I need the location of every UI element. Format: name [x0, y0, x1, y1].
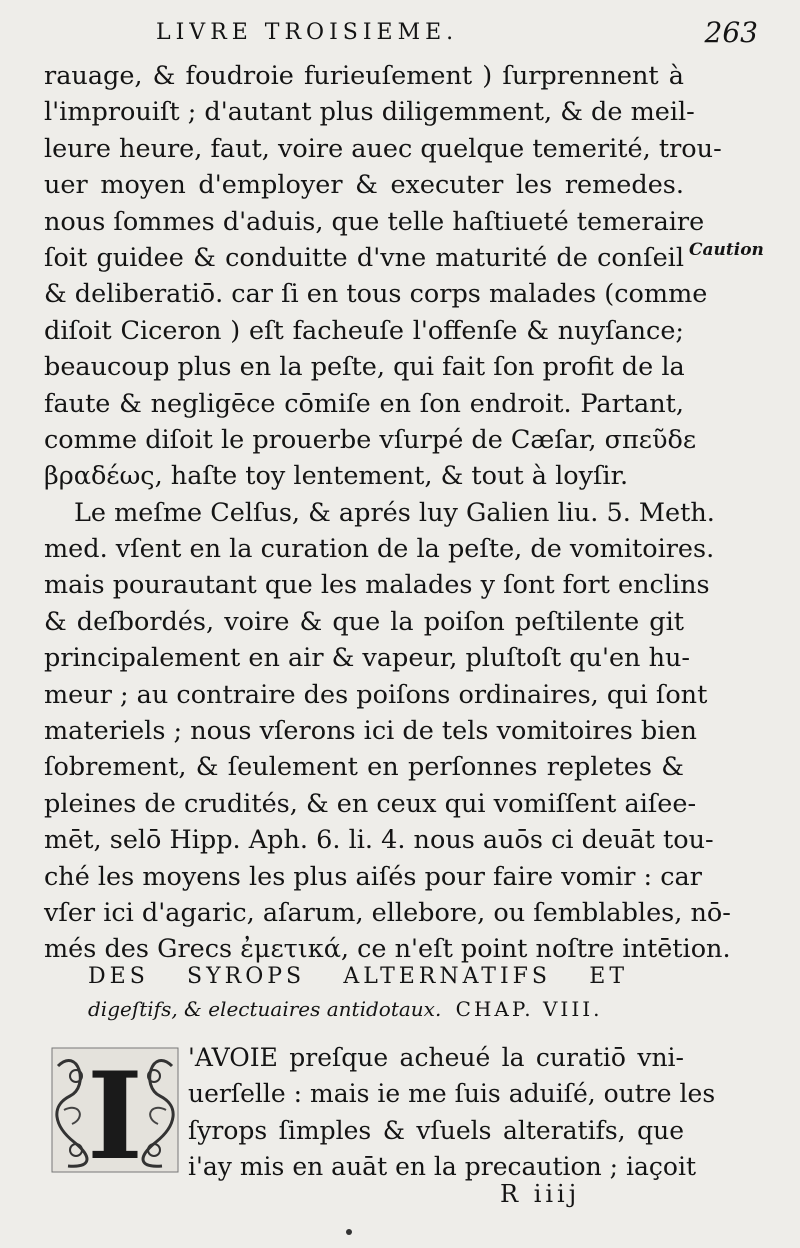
text-line: βραδέως, haſte toy lentement, & tout à loyſir.	[44, 461, 629, 492]
chapter-subtitle-text: digeſtifs, & electuaires antidotaux.	[88, 997, 442, 1021]
chapter-text-block	[188, 1040, 716, 1186]
text-line: beaucoup plus en la peſte, qui fait ſon profit de la	[44, 352, 685, 383]
text-line: 'AVOIE preſque acheué la curatiō vni-	[188, 1043, 684, 1072]
text-line: & deſbordés, voire & que la poiſon peſtilente git	[44, 606, 684, 637]
page-number: 263	[704, 16, 758, 49]
text-line: meur ; au contraire des poiſons ordinaires, qui ſont	[44, 679, 708, 710]
chapter-title: DES SYROPS ALTERNATIFS ET	[88, 964, 628, 989]
text-line: i'ay mis en auāt en la precaution ; iaçoit	[188, 1152, 697, 1182]
drop-cap-letter: I	[86, 1046, 144, 1174]
running-title: LIVRE TROISIEME.	[156, 20, 459, 45]
text-line: uer moyen d'employer & executer les remedes.	[44, 170, 684, 201]
text-line: ſobrement, & ſeulement en perſonnes repletes &	[44, 752, 684, 783]
page-header	[120, 14, 758, 50]
text-line: diſoit Ciceron ) eſt facheuſe l'offenſe & nuyſance;	[44, 315, 684, 346]
ornamental-initial	[50, 1046, 180, 1174]
ornament-icon	[50, 1046, 180, 1174]
text-line: mais pourautant que les malades y ſont fort enclins	[44, 570, 710, 601]
signature-mark: R iiij	[500, 1180, 581, 1208]
text-line: Le meſme Celſus, & aprés luy Galien liu. 5. Meth.	[74, 497, 715, 528]
chapter-heading	[88, 960, 628, 1024]
text-line: més des Grecs ἐμετικά, ce n'eſt point noſtre intētion.	[44, 934, 731, 965]
text-line: pleines de crudités, & en ceux qui vomiſſent aiſee-	[44, 788, 697, 819]
text-line: mēt, selō Hipp. Aph. 6. li. 4. nous auōs ci deuāt tou-	[44, 825, 714, 856]
text-line: ſyrops ſimples & vſuels alteratifs, que	[188, 1115, 684, 1145]
margin-note: Caution	[689, 240, 764, 260]
text-line: ſoit guidee & conduitte d'vne maturité de conſeil	[44, 242, 684, 273]
text-line: vſer ici d'agaric, aſarum, ellebore, ou ſemblables, nō-	[44, 897, 731, 928]
text-line: faute & negligēce cōmiſe en ſon endroit. Partant,	[44, 388, 684, 419]
text-line: principalement en air & vapeur, pluſtoſt qu'en hu-	[44, 643, 691, 674]
text-line: uerſelle : mais ie me ſuis aduiſé, outre les	[188, 1079, 716, 1109]
text-line: & deliberatiō. car ſi en tous corps malades (comme	[44, 279, 708, 310]
text-line: materiels ; nous vſerons ici de tels vomitoires bien	[44, 716, 697, 747]
chapter-label: CHAP. VIII.	[455, 997, 603, 1021]
text-line: med. vſent en la curation de la peſte, de vomitoires.	[44, 534, 715, 565]
text-line: nous ſommes d'aduis, que telle haſtiueté temeraire	[44, 206, 705, 237]
text-line: rauage, & foudroie furieuſement ) ſurprennent à	[44, 61, 684, 91]
text-line: ché les moyens les plus aiſés pour faire vomir : car	[44, 861, 702, 892]
ink-dot	[346, 1229, 352, 1235]
text-line: l'improuiſt ; d'autant plus diligemment, & de meil-	[44, 97, 695, 128]
text-line: comme diſoit le prouerbe vſurpé de Cæſar, σπεῦδε	[44, 424, 697, 455]
chapter-subtitle	[88, 994, 628, 1024]
text-line: leure heure, faut, voire auec quelque temerité, trou-	[44, 133, 722, 164]
